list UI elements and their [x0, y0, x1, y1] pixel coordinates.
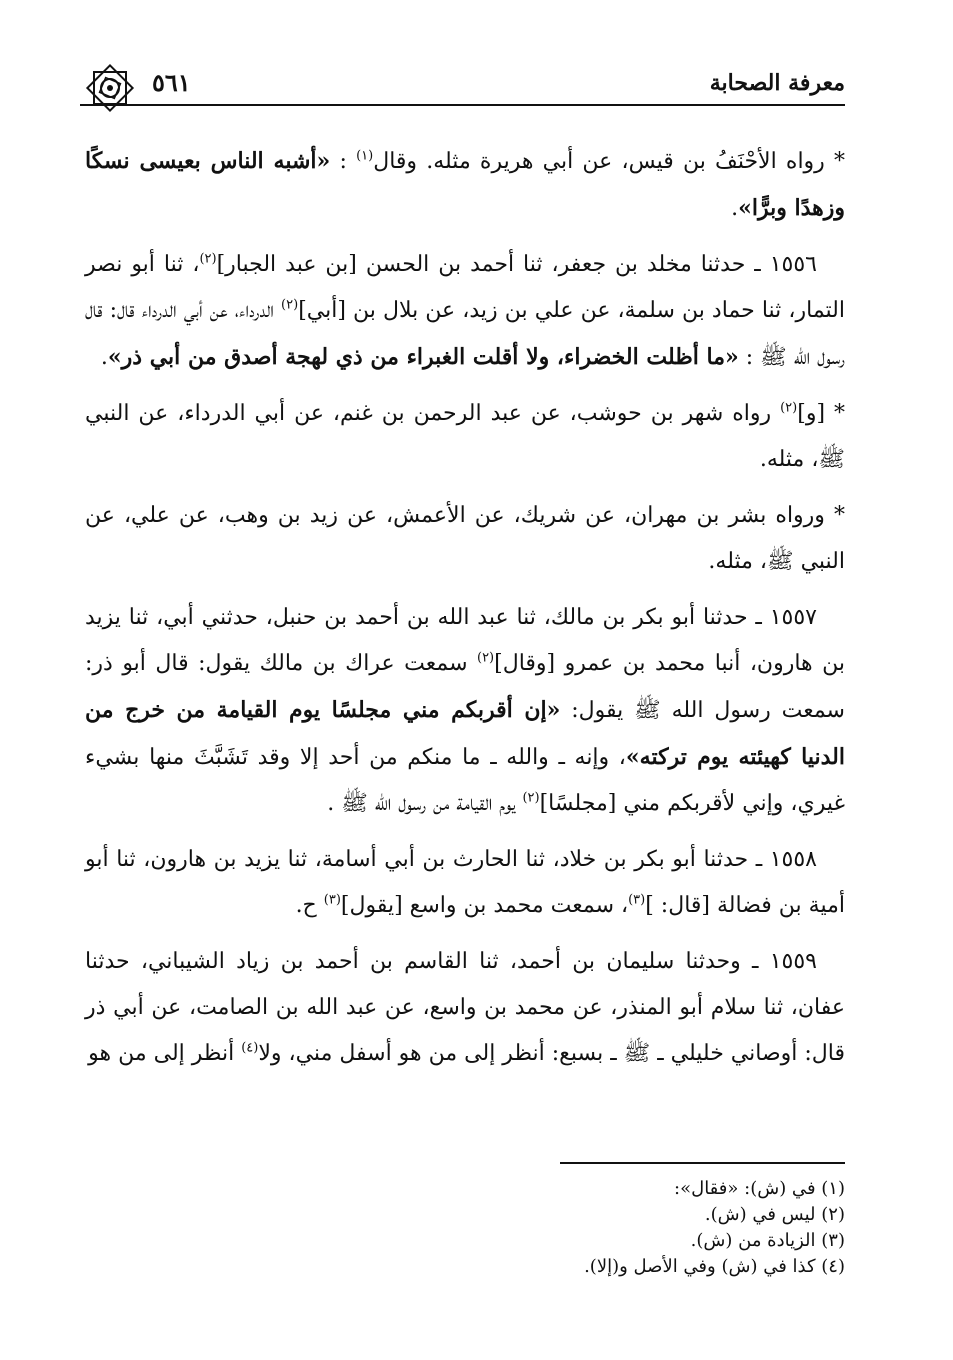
paragraph [85, 138, 845, 232]
footnote-marker: (١) [356, 148, 374, 164]
running-header [80, 58, 845, 104]
text-run: ١٥٥٨ ـ حدثنا أبو بكر بن خلاد، ثنا الحارث بن أبي أسامة، ثنا يزيد بن هارون، ثنا أبو أمية بن فضالة [قال: ] [85, 847, 845, 918]
paragraph [85, 391, 845, 483]
text-run: يوم القيامة من رسول الله ﷺ . [327, 791, 523, 816]
footnote: (٢) ليس في (ش). [704, 1204, 845, 1225]
footnote-marker: (٣) [323, 892, 341, 908]
text-run: ، ثنا أبو نصر التمار، ثنا حماد بن سلمة، عن علي بن زيد، عن بلال بن [أبي] [85, 252, 846, 323]
footnote-marker: (٢) [780, 400, 798, 416]
text-run: : [330, 149, 357, 174]
footnote-marker: (٢) [199, 251, 217, 267]
hadith-quote: «ما أظلت الخضراء، ولا أقلت الغبراء من ذي لهجة أصدق من أبي ذر» [107, 344, 739, 370]
paragraph [85, 493, 845, 585]
footnote-marker: (٤) [241, 1040, 259, 1056]
text-run: ١٥٥٩ ـ وحدثنا سليمان بن أحمد، ثنا القاسم بن أحمد بن زياد الشيباني، حدثنا عفان، ثنا سلام أبو المنذر، عن محمد بن واسع، عن عبد الله بن الصامت، عن أبي ذر قال: أوصاني خليلي ـ ﷺ ـ بسبع: أنظر إلى من هو أسفل مني، ولا [85, 949, 845, 1066]
paragraph [85, 242, 845, 381]
text-run: . [731, 196, 739, 221]
text-run: * [و] [797, 401, 845, 426]
footnote-marker: (٢) [522, 790, 540, 806]
footnote: (٣) الزيادة من (ش). [690, 1230, 845, 1251]
footnote: (٤) كذا في (ش) وفي الأصل و(إلا). [584, 1256, 845, 1277]
footnote: (١) في (ش): «فقال»: [674, 1178, 845, 1199]
text-run: أنظر إلى من هو [88, 1041, 242, 1066]
header-title: معرفة الصحابة [709, 70, 845, 96]
footnote-marker: (٢) [476, 650, 495, 666]
text-run: الدرداء، عن أبي الدرداء قال: قال رسول الله ﷺ : [85, 298, 845, 370]
text-run: رواه شهر بن حوشب، عن عبد الرحمن بن غنم، عن أبي الدرداء، عن النبي ﷺ، مثله. [85, 401, 845, 472]
footnote-marker: (٢) [281, 297, 299, 313]
footnotes [300, 1176, 845, 1280]
paragraph [85, 837, 845, 929]
header-rule [80, 104, 845, 106]
text-run: ، وإنه ـ والله ـ ما منكم من أحد إلا وقد تَشَبَّثَ منها بشيء غيري، وإني لأقربكم مني [مجلسًا] [85, 745, 845, 816]
paragraph [85, 939, 845, 1077]
body-text [85, 138, 845, 1087]
text-run: سمعت عراك بن مالك يقول: قال أبو ذر: سمعت رسول الله ﷺ يقول: [85, 651, 845, 723]
text-run: . [100, 345, 108, 370]
text-run: ١٥٥٦ ـ حدثنا مخلد بن جعفر، ثنا أحمد بن الحسن [بن عبد الجبار] [216, 252, 817, 277]
paragraph [85, 595, 845, 827]
page-number: ٥٦١ [152, 68, 191, 97]
footnote-marker: (٣) [628, 892, 646, 908]
text-run: * رواه الأحْنَفُ بن قيس، عن أبي هريرة مثله. وقال [373, 149, 845, 174]
text-run: ١٥٥٧ ـ حدثنا أبو بكر بن مالك، ثنا عبد الله بن أحمد بن حنبل، حدثني أبي، ثنا يزيد بن هارون، أنبا محمد بن عمرو [وقال] [85, 605, 845, 676]
footnote-rule [560, 1162, 845, 1164]
star-ornament-icon [80, 58, 140, 118]
text-run: ح. [295, 893, 324, 918]
hadith-quote: «أشبه الناس بعيسى نسكًا وزهدًا وبرًّا» [85, 148, 845, 221]
text-run: ، سمعت محمد بن واسع [يقول] [340, 893, 629, 918]
text-run: * ورواه بشر بن مهران، عن شريك، عن الأعمش، عن زيد بن وهب، عن علي، عن النبي ﷺ، مثله. [85, 503, 845, 574]
hadith-quote: «إن أقربكم مني مجلسًا يوم القيامة من خرج من الدنيا كهيئته يوم تركته» [85, 697, 845, 770]
